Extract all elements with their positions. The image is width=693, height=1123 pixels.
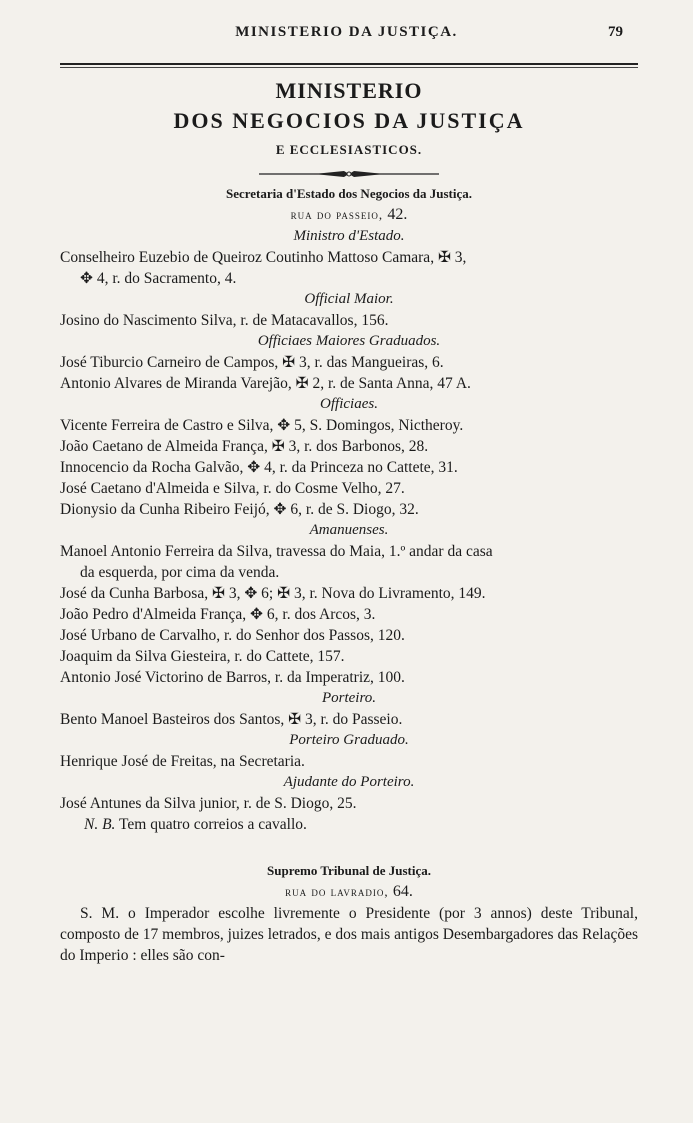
role-oficial-maior: Official Maior. [304, 291, 394, 307]
tribunal-address [60, 881, 638, 903]
entry-ajudante-porteiro: José Antunes da Silva junior, r. de S. Diogo, 25. [60, 795, 357, 812]
entry-ministro-line1: Conselheiro Euzebio de Queiroz Coutinho Mattoso Camara, ✠ 3, [60, 249, 467, 266]
section-title-tribunal: Supremo Tribunal de Justiça. [267, 863, 431, 878]
running-title: MINISTERIO DA JUSTIÇA. [235, 24, 458, 40]
entry-amanuense: Antonio José Victorino de Barros, r. da Imperatriz, 100. [60, 669, 405, 686]
address-street: rua do passeio, [290, 207, 384, 222]
entry-oficial-maior: Josino do Nascimento Silva, r. de Matacavallos, 156. [60, 312, 389, 329]
entry-amanuense: José Urbano de Carvalho, r. do Senhor dos Passos, 120. [60, 627, 405, 644]
role-porteiro-graduado: Porteiro Graduado. [289, 732, 409, 748]
role-officiaes: Officiaes. [320, 396, 378, 412]
role-porteiro: Porteiro. [321, 690, 377, 706]
address-number: 64. [392, 883, 413, 900]
running-header [0, 20, 693, 46]
entry-official: Vicente Ferreira de Castro e Silva, ✥ 5, S. Domingos, Nictheroy. [60, 417, 464, 434]
entry-amanuense-first-line2: da esquerda, por cima da venda. [80, 564, 280, 581]
address-street: rua do lavradio, [285, 884, 389, 899]
tribunal-paragraph: S. M. o Imperador escolhe livremente o Presidente (por 3 annos) deste Tribunal, composto de 17 membros, juizes letrados, e dos mais antigos Desembargadores das Relações do Imperio : elles são con- [60, 905, 638, 964]
role-graduados: Officiaes Maiores Graduados. [257, 333, 441, 349]
entry-graduado: José Tiburcio Carneiro de Campos, ✠ 3, r. das Mangueiras, 6. [60, 354, 444, 371]
ornament-divider [259, 170, 439, 178]
entry-official: João Caetano de Almeida França, ✠ 3, r. dos Barbonos, 28. [60, 438, 429, 455]
entry-amanuense: João Pedro d'Almeida França, ✥ 6, r. dos Arcos, 3. [60, 606, 376, 623]
entry-porteiro-graduado: Henrique José de Freitas, na Secretaria. [60, 753, 305, 770]
note-text: Tem quatro correios a cavallo. [119, 816, 307, 833]
address-number: 42. [387, 206, 408, 223]
entry-ministro-line2: ✥ 4, r. do Sacramento, 4. [80, 270, 237, 287]
entry-official: Innocencio da Rocha Galvão, ✥ 4, r. da Princeza no Cattete, 31. [60, 459, 458, 476]
entry-official: José Caetano d'Almeida e Silva, r. do Cosme Velho, 27. [60, 480, 405, 497]
role-ajudante-porteiro: Ajudante do Porteiro. [283, 774, 415, 790]
note-nb [60, 814, 638, 835]
entry-official: Dionysio da Cunha Ribeiro Feijó, ✥ 6, r. de S. Diogo, 32. [60, 501, 419, 518]
header-rule [60, 63, 638, 68]
role-ministro: Ministro d'Estado. [293, 228, 405, 244]
page-number: 79 [608, 24, 623, 40]
section-title-secretaria: Secretaria d'Estado dos Negocios da Justiça. [225, 186, 473, 201]
note-label: N. B. [84, 816, 116, 833]
entry-graduado: Antonio Alvares de Miranda Varejão, ✠ 2, r. de Santa Anna, 47 A. [60, 375, 471, 392]
page-content [60, 76, 638, 966]
ministry-heading-line2: DOS NEGOCIOS DA JUSTIÇA [173, 108, 525, 133]
ministry-heading-line3: E ECCLESIASTICOS. [275, 142, 423, 157]
secretaria-address [60, 204, 638, 226]
entry-amanuense: Joaquim da Silva Giesteira, r. do Cattete, 157. [60, 648, 345, 665]
entry-porteiro: Bento Manoel Basteiros dos Santos, ✠ 3, r. do Passeio. [60, 711, 403, 728]
ministry-heading-line1: MINISTERIO [275, 78, 423, 103]
entry-amanuense: José da Cunha Barbosa, ✠ 3, ✥ 6; ✠ 3, r. Nova do Livramento, 149. [60, 585, 486, 602]
entry-amanuense-first-line1: Manoel Antonio Ferreira da Silva, travessa do Maia, 1.º andar da casa [60, 543, 493, 560]
role-amanuenses: Amanuenses. [309, 522, 389, 538]
